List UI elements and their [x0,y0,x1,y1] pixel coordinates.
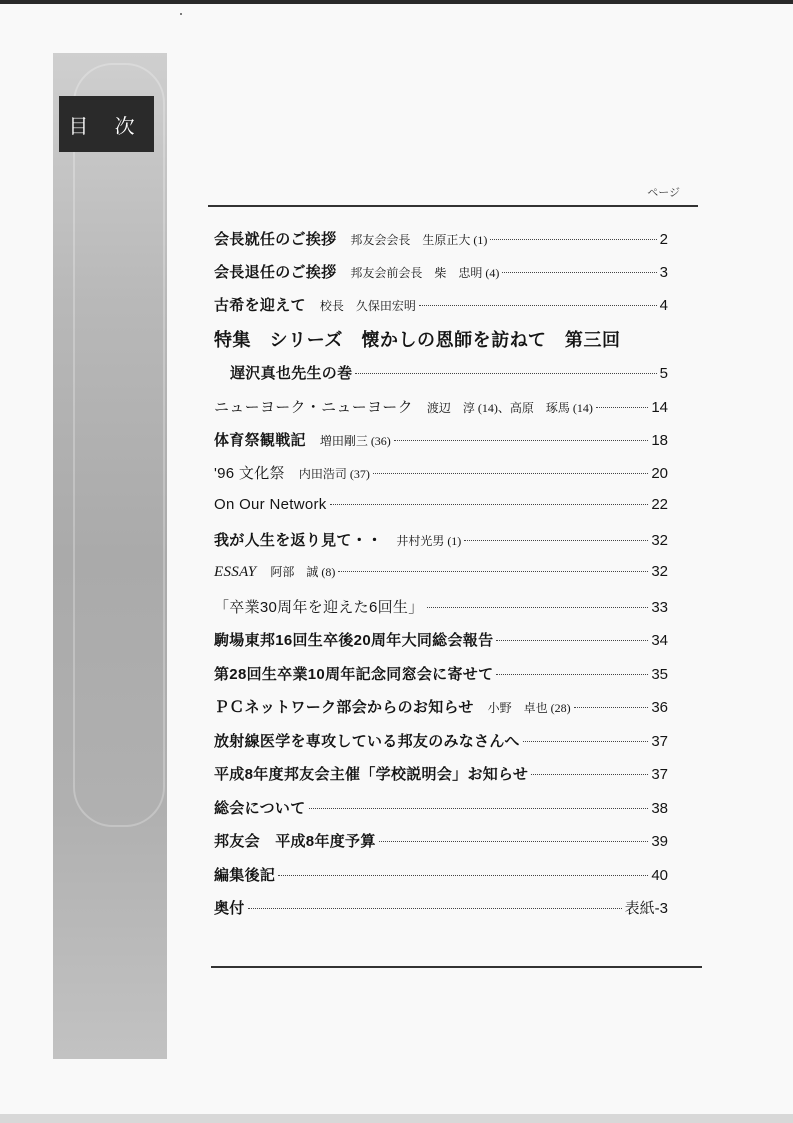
entry-title: 「卒業30周年を迎えた6回生」 [214,599,424,616]
dot-leader [596,407,648,408]
toc-entry [214,830,668,852]
feature-heading: 特集 シリーズ 懐かしの恩師を訪ねて 第三回 [214,330,621,350]
entry-page: 14 [651,399,668,416]
entry-page: 36 [651,699,668,716]
entry-title: ＰＣネットワーク部会からのお知らせ [214,699,474,716]
entry-author: 増田剛三 (36) [319,434,391,448]
entry-author: 井村光男 (1) [396,534,462,548]
entry-page: 3 [659,264,668,281]
page-top-edge [0,0,793,4]
entry-title: 駒場東邦16回生卒後20周年大同総会報告 [214,632,494,649]
dot-leader [278,875,648,876]
entry-page: 表紙-3 [624,900,668,917]
entry-page: 35 [651,666,668,683]
toc-entry [214,261,668,283]
dot-leader [330,504,649,505]
entry-page: 22 [651,496,668,513]
entry-author: 内田浩司 (37) [298,467,370,481]
dot-leader [355,373,656,374]
dot-leader [419,305,657,306]
entry-title: '96 文化祭 [214,465,285,482]
entry-title: 会長就任のご挨拶 [214,231,337,248]
toc-entry [214,864,668,886]
entry-page: 34 [651,632,668,649]
dot-leader [394,440,649,441]
entry-title: 編集後記 [214,867,276,884]
decorative-side-band [53,53,167,1059]
toc-entry [214,496,668,518]
toc-label: 目 次 [59,96,154,152]
entry-title: 我が人生を返り見て・・ [214,532,383,549]
entry-title: 古希を迎えて [214,297,306,314]
entry-page: 20 [651,465,668,482]
entry-author: 邦友会前会長 柴 忠明 (4) [350,266,500,280]
toc-entry [214,763,668,785]
dot-leader [338,571,648,572]
dot-leader [490,239,656,240]
entry-title: 総会について [214,800,306,817]
dot-leader [502,272,656,273]
entry-title: 邦友会 平成8年度予算 [214,833,376,850]
toc-entry [214,529,668,551]
entry-author: 渡辺 淳 (14)、高原 琢馬 (14) [426,401,593,415]
dot-leader [373,473,648,474]
toc-entry [214,462,668,484]
entry-page: 2 [659,231,668,248]
entry-page: 18 [651,432,668,449]
dot-leader [309,808,649,809]
toc-entry [214,294,668,316]
dot-leader [427,607,649,608]
entry-page: 37 [651,733,668,750]
entry-page: 32 [651,563,668,580]
toc-entry [214,396,668,418]
toc-entry [230,362,668,384]
entry-title: On Our Network [214,496,327,513]
dot-leader [496,674,648,675]
toc-entry [214,228,668,250]
toc-entry [214,696,668,718]
page-column-label: ページ [647,186,680,199]
page-bottom-edge [0,1114,793,1123]
entry-title: ESSAY [214,564,257,580]
entry-title: ニューヨーク・ニューヨーク [214,399,413,416]
dot-leader [379,841,649,842]
toc-entry [214,730,668,752]
entry-page: 40 [651,867,668,884]
bottom-rule [211,966,702,968]
entry-author: 阿部 誠 (8) [270,565,336,579]
entry-page: 38 [651,800,668,817]
dot-leader [531,774,648,775]
dot-leader [574,707,649,708]
entry-author: 邦友会会長 生原正大 (1) [350,233,488,247]
entry-page: 33 [651,599,668,616]
top-rule [208,205,698,207]
entry-title: 会長退任のご挨拶 [214,264,337,281]
entry-title: 第28回生卒業10周年記念同窓会に寄せて [214,666,494,683]
entry-author: 校長 久保田宏明 [319,299,416,313]
entry-page: 4 [659,297,668,314]
entry-title: 遅沢真也先生の巻 [230,365,353,382]
dot-leader [248,908,622,909]
entry-author: 小野 卓也 (28) [487,701,571,715]
entry-page: 37 [651,766,668,783]
dot-leader [464,540,648,541]
entry-page: 5 [659,365,668,382]
dot-leader [523,741,649,742]
toc-entry [214,596,668,618]
toc-entry [214,897,668,919]
toc-entry [214,629,668,651]
toc-entry [214,797,668,819]
dot-leader [496,640,648,641]
entry-title: 奥付 [214,900,245,917]
toc-entry [214,563,668,585]
entry-page: 39 [651,833,668,850]
toc-entry [214,429,668,451]
entry-title: 平成8年度邦友会主催「学校説明会」お知らせ [214,766,529,783]
scan-speck [180,13,182,15]
entry-title: 放射線医学を専攻している邦友のみなさんへ [214,733,520,750]
entry-page: 32 [651,532,668,549]
entry-title: 体育祭観戦記 [214,432,306,449]
toc-entry [214,663,668,685]
